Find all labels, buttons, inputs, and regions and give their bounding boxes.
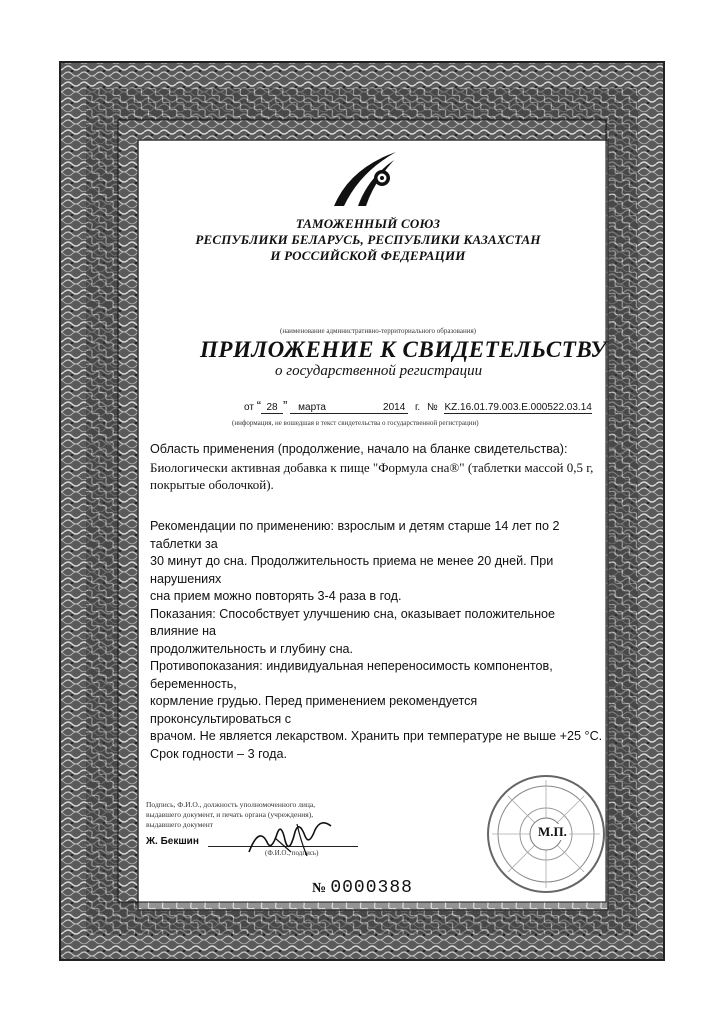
signatory-name: Ж. Бекшин [146,836,199,847]
page-title: ПРИЛОЖЕНИЕ К СВИДЕТЕЛЬСТВУ [200,337,607,362]
serial-number [312,877,413,898]
union-line-2: РЕСПУБЛИКИ БЕЛАРУСЬ, РЕСПУБЛИКИ КАЗАХСТАН [195,232,541,247]
shelf-life: Срок годности – 3 года. [150,746,287,761]
name-caption: (Ф.И.О., подпись) [265,849,319,857]
registration-line: от “ 28 ” марта 2014 г. № KZ.16.01.79.003.E.000522.03.14 [244,398,592,413]
recommendations-line-3: сна прием можно повторять 3-4 раза в год. [150,589,402,603]
product-line-1: Биологически активная добавка к пище "Формула сна®" (таблетки массой 0,5 г, [150,459,594,475]
product-line-2: покрытые оболочкой). [150,477,274,492]
union-line-1: ТАМОЖЕННЫЙ СОЮЗ [295,216,441,231]
instructions-block [150,518,605,763]
contraindications-line-2: кормление грудью. Перед применением рекомендуется проконсультироваться с [150,694,478,726]
year-suffix: г. [414,402,421,413]
number-sign: № [426,402,438,413]
page-subtitle: о государственной регистрации [275,363,483,379]
registration-day: 28 [261,402,283,414]
indications-line-1: Показания: Способствует улучшению сна, оказывает положительное влияние на [150,606,556,638]
contraindications-line-1: Противопоказания: индивидуальная непереносимость компонентов, беременность, [150,659,553,691]
serial-value: 0000388 [330,878,413,898]
indications-line-2: продолжительность и глубину сна. [150,641,354,656]
registration-note: (информация, не вошедшая в текст свидетельства о государственной регистрации) [232,419,479,427]
recommendations-line-2: 30 минут до сна. Продолжительность приема не менее 20 дней. При нарушениях [150,554,554,586]
handwritten-signature-icon [245,812,335,862]
union-header [178,216,558,264]
registration-month: марта [290,402,408,414]
serial-sign: № [312,881,327,896]
contraindications-line-3: врачом. Не является лекарством. Хранить при температуре не выше +25 °С. [150,729,603,743]
registration-number: KZ.16.01.79.003.E.000522.03.14 [444,402,592,413]
admin-note: (наименование административно-территориального образования) [280,327,477,335]
stamp-label: М.П. [538,824,567,839]
recommendations-line-1: Рекомендации по применению: взрослым и детям старше 14 лет по 2 таблетки за [150,519,560,551]
from-label: от [244,402,254,413]
content-block [150,441,600,494]
scope-line: Область применения (продолжение, начало на бланке свидетельства): [150,442,568,456]
union-line-3: И РОССИЙСКОЙ ФЕДЕРАЦИИ [270,248,466,263]
registration-year: 2014 [383,402,406,413]
signature-caption: Подпись, Ф.И.О., должность уполномоченного лица, выдавшего документ, и печать органа (учреждения), выдавшего документ [146,800,316,829]
customs-union-emblem-icon [330,148,402,210]
